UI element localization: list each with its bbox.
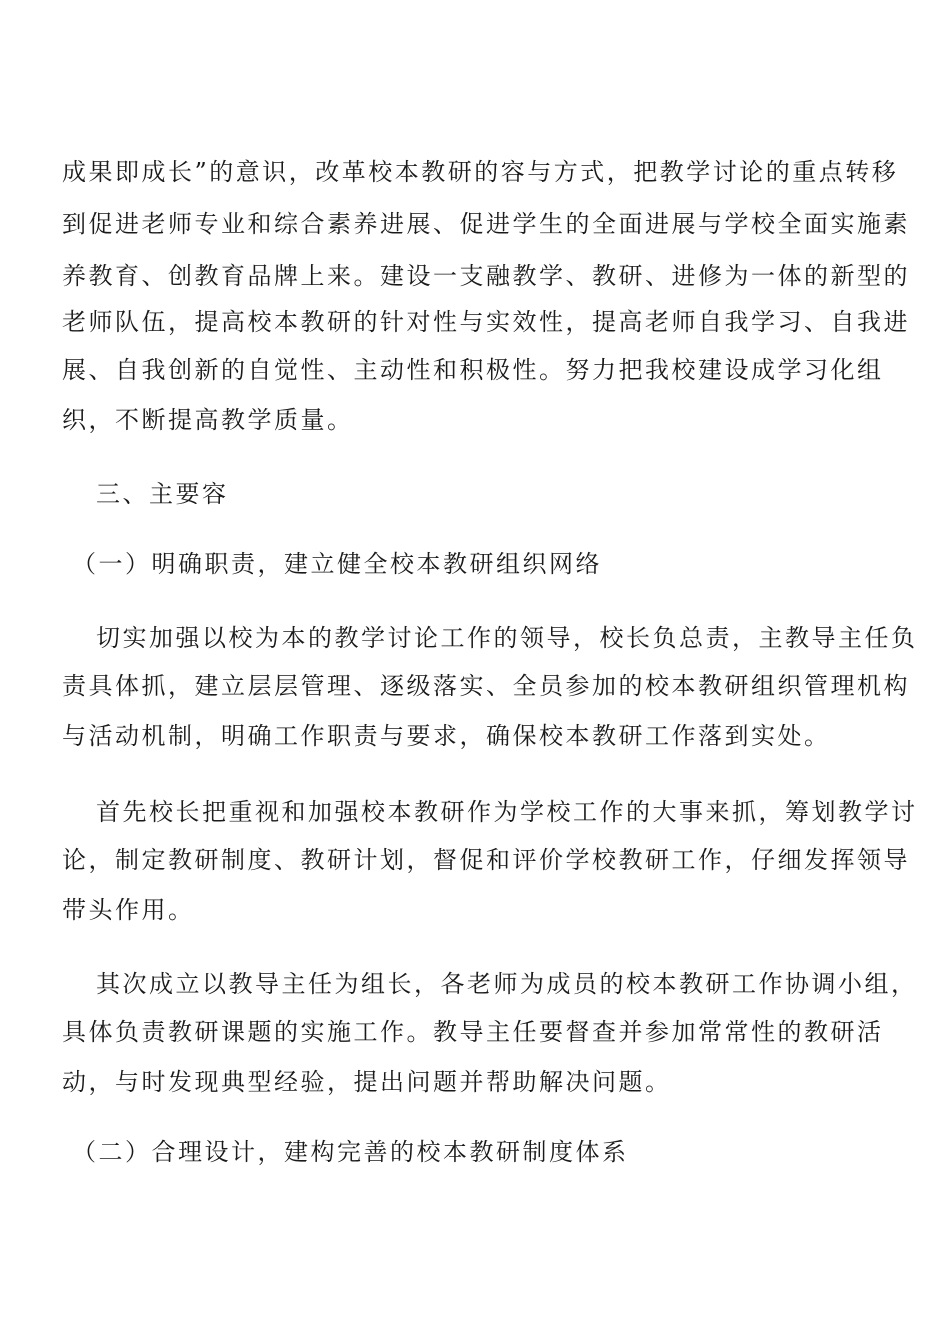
text-line: 与活动机制，明确工作职责与要求，确保校本教研工作落到实处。 [62, 722, 831, 750]
text-line: 成果即成长”的意识，改革校本教研的容与方式，把教学讨论的重点转移 [62, 158, 899, 186]
text-line: 具体负责教研课题的实施工作。教导主任要督查并参加常常性的教研活 [62, 1018, 884, 1046]
text-line: 老师队伍，提高校本教研的针对性与实效性，提高老师自我学习、自我进 [62, 308, 910, 336]
subsection-heading-1: （一）明确职责，建立健全校本教研组织网络 [72, 550, 602, 578]
section-title: 三、主要容 [96, 480, 229, 508]
text-line: 论，制定教研制度、教研计划，督促和评价学校教研工作，仔细发挥领导 [62, 846, 910, 874]
text-line: 织，不断提高教学质量。 [62, 406, 354, 434]
text-line: 养教育、创教育品牌上来。建设一支融教学、教研、进修为一体的新型的 [62, 262, 910, 290]
text-line: 首先校长把重视和加强校本教研作为学校工作的大事来抓，筹划教学讨 [96, 798, 918, 826]
text-line: 切实加强以校为本的教学讨论工作的领导，校长负总责，主教导主任负 [96, 624, 918, 652]
text-line: 到促进老师专业和综合素养进展、促进学生的全面进展与学校全面实施素 [62, 210, 910, 238]
text-line: 其次成立以教导主任为组长，各老师为成员的校本教研工作协调小组， [96, 970, 918, 998]
text-line: 带头作用。 [62, 896, 195, 924]
subsection-heading-2: （二）合理设计，建构完善的校本教研制度体系 [72, 1138, 629, 1166]
text-line: 责具体抓，建立层层管理、逐级落实、全员参加的校本教研组织管理机构 [62, 672, 910, 700]
text-line: 动，与时发现典型经验，提出问题并帮助解决问题。 [62, 1068, 672, 1096]
text-line: 展、自我创新的自觉性、主动性和积极性。努力把我校建设成学习化组 [62, 356, 884, 384]
